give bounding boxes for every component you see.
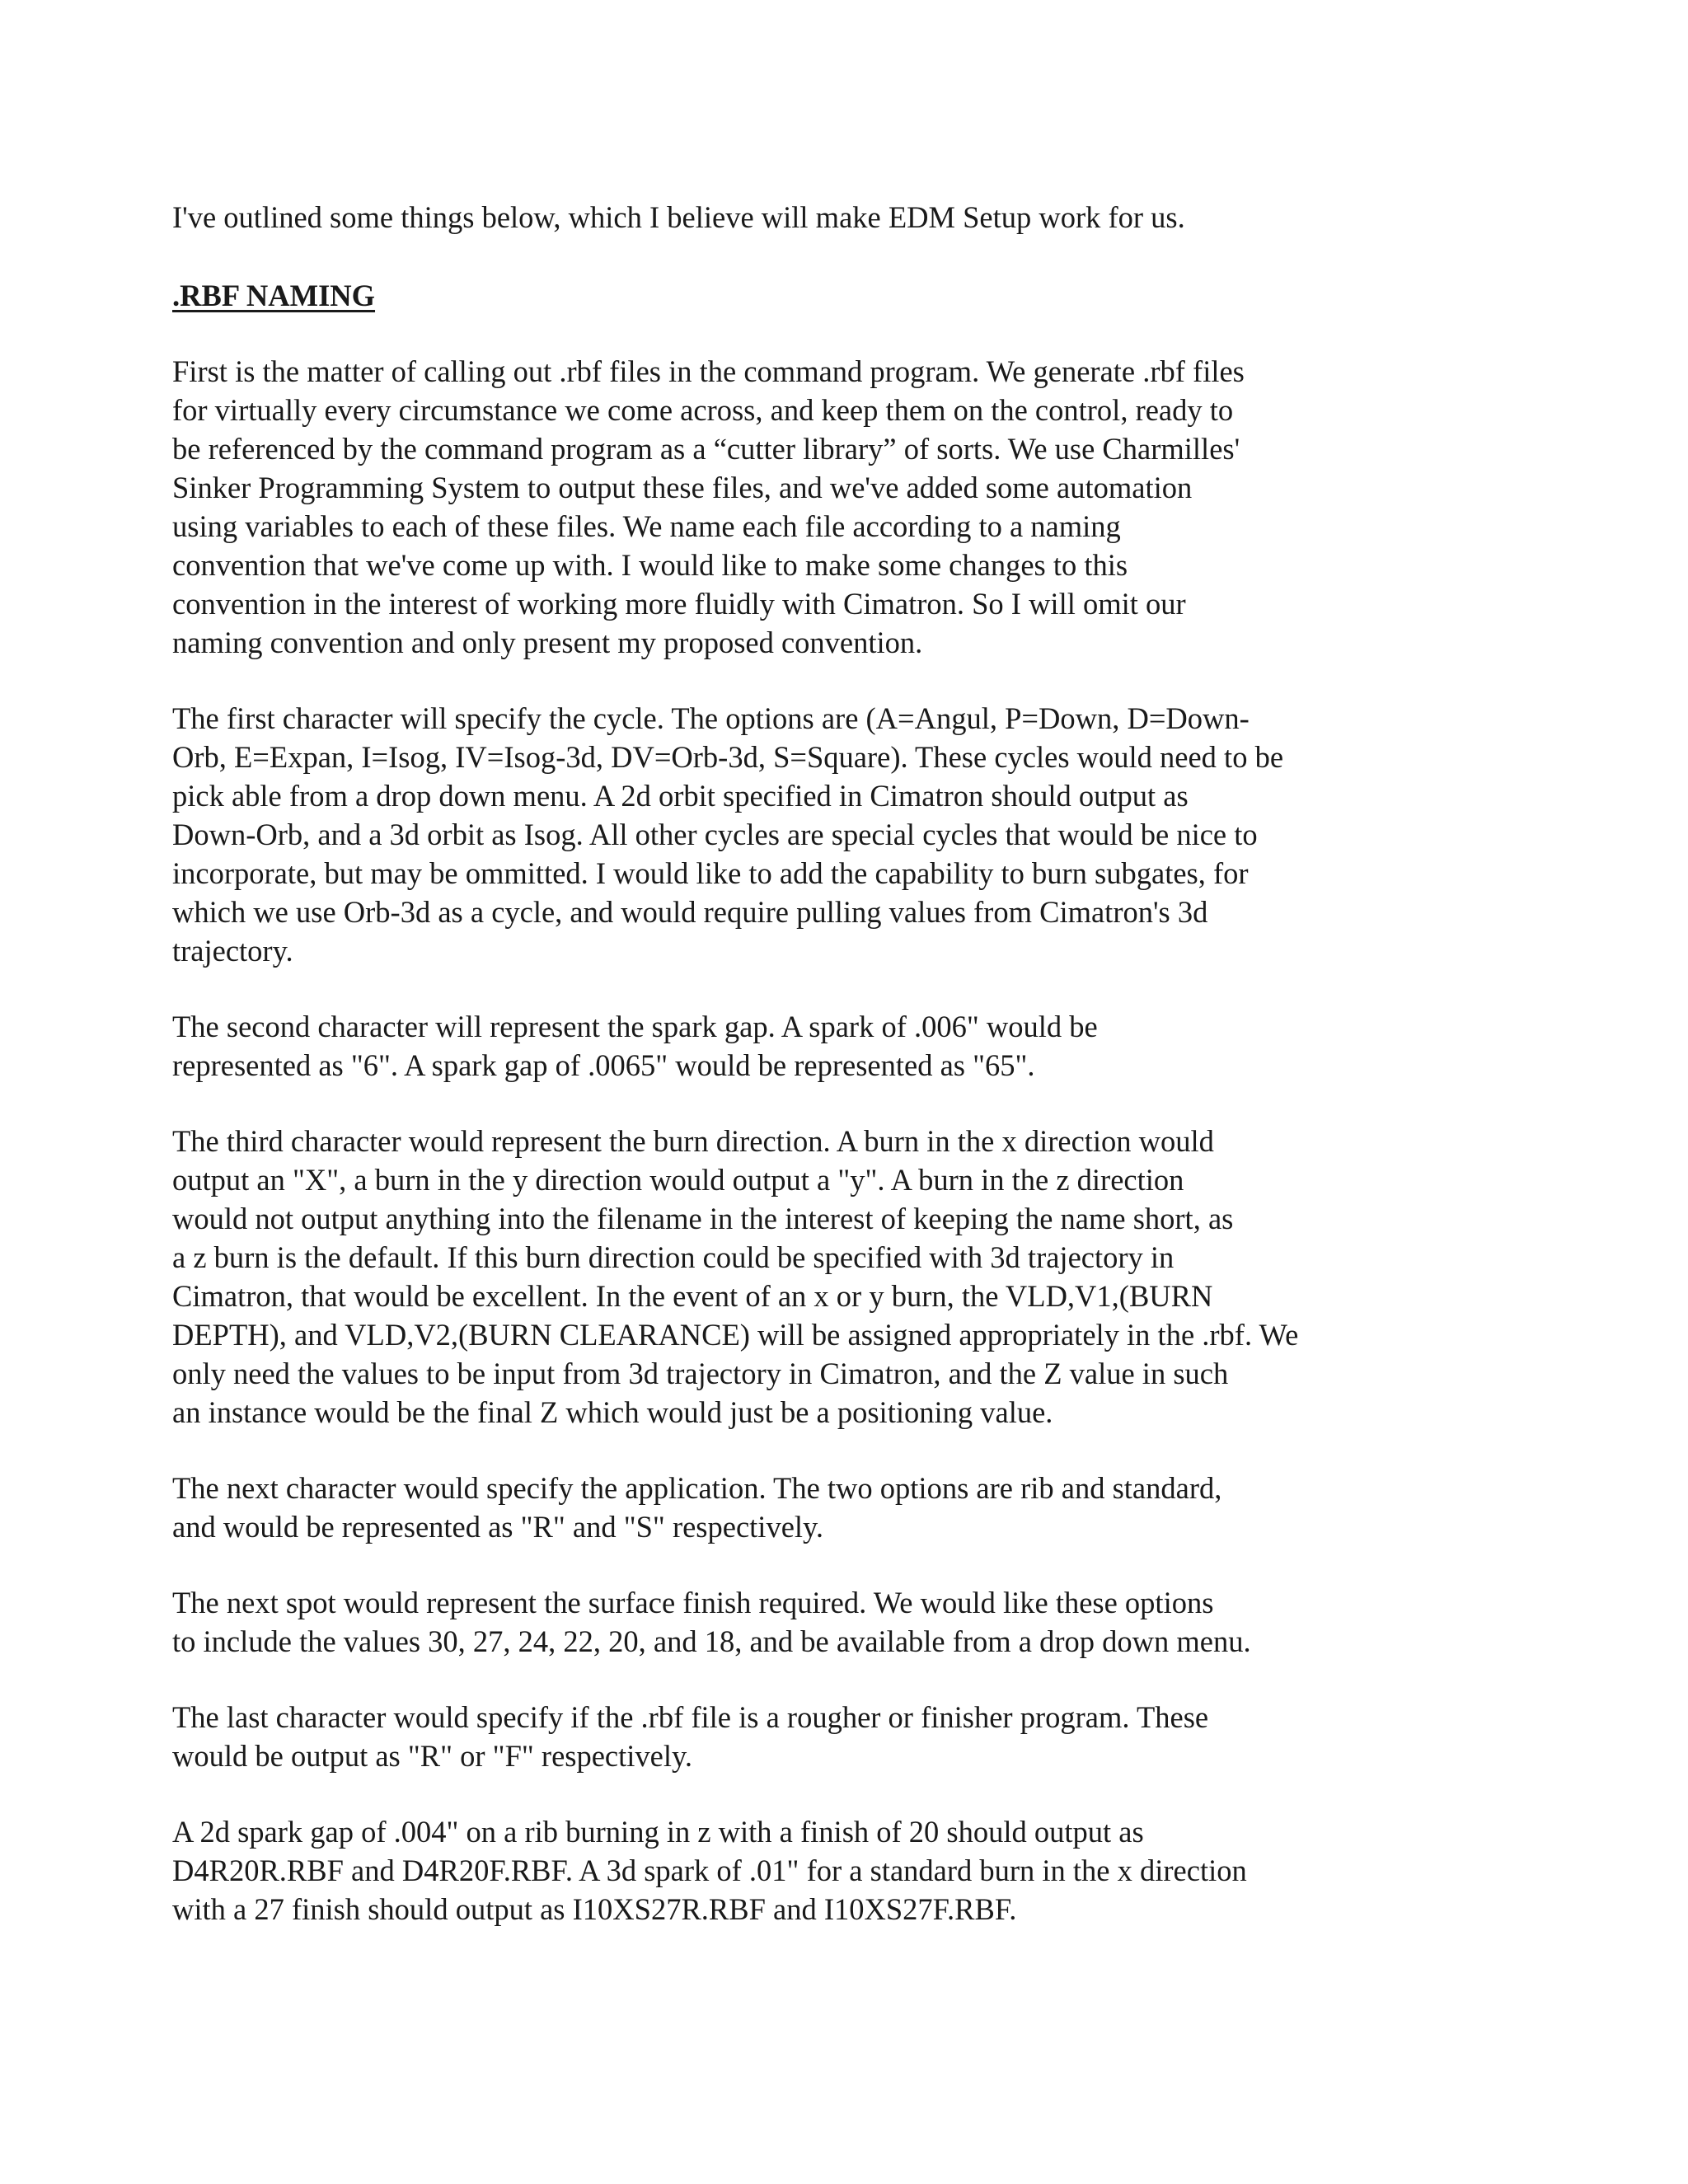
paragraph-line: to include the values 30, 27, 24, 22, 20, and 18, and be available from a drop down menu. [172,1624,1251,1658]
body-paragraph [172,1007,1458,1085]
paragraph-line: a z burn is the default. If this burn direction could be specified with 3d trajectory in [172,1240,1175,1274]
paragraph-line: D4R20R.RBF and D4R20F.RBF. A 3d spark of .01" for a standard burn in the x direction [172,1854,1247,1887]
body-paragraph [172,1812,1458,1929]
paragraph-line: First is the matter of calling out .rbf files in the command program. We generate .rbf files [172,354,1245,388]
section-heading: .RBF NAMING [172,279,376,312]
paragraph-line: convention that we've come up with. I would like to make some changes to this [172,548,1128,582]
paragraph-line: an instance would be the final Z which would just be a positioning value. [172,1395,1053,1429]
paragraph-line: The next character would specify the application. The two options are rib and standard, [172,1471,1222,1505]
paragraph-line: Orb, E=Expan, I=Isog, IV=Isog-3d, DV=Orb-3d, S=Square). These cycles would need to be [172,740,1284,774]
paragraph-line: A 2d spark gap of .004" on a rib burning in z with a finish of 20 should output as [172,1815,1144,1849]
paragraph-line: be referenced by the command program as a “cutter library” of sorts. We use Charmilles' [172,432,1240,466]
paragraph-line: Cimatron, that would be excellent. In the event of an x or y burn, the VLD,V1,(BURN [172,1279,1213,1313]
paragraph-line: The first character will specify the cycle. The options are (A=Angul, P=Down, D=Down- [172,701,1250,735]
paragraph-line: which we use Orb-3d as a cycle, and would require pulling values from Cimatron's 3d [172,895,1208,929]
paragraph-line: The third character would represent the burn direction. A burn in the x direction would [172,1124,1214,1158]
paragraph-line: would not output anything into the filename in the interest of keeping the name short, as [172,1202,1234,1235]
document-body [172,198,1458,1966]
body-paragraph [172,352,1458,662]
paragraph-line: trajectory. [172,934,293,968]
paragraph-line: only need the values to be input from 3d trajectory in Cimatron, and the Z value in such [172,1357,1229,1390]
paragraph-line: The next spot would represent the surface finish required. We would like these options [172,1586,1214,1619]
paragraph-line: using variables to each of these files. We name each file according to a naming [172,509,1121,543]
paragraph-line: The last character would specify if the .rbf file is a rougher or finisher program. These [172,1700,1209,1734]
paragraph-line: Sinker Programming System to output these files, and we've added some automation [172,471,1193,504]
paragraph-line: incorporate, but may be ommitted. I would like to add the capability to burn subgates, for [172,856,1249,890]
paragraph-line: represented as "6". A spark gap of .0065" would be represented as "65". [172,1048,1035,1082]
paragraph-line: Down-Orb, and a 3d orbit as Isog. All other cycles are special cycles that would be nice to [172,818,1258,851]
paragraph-line: output an "X", a burn in the y direction would output a "y". A burn in the z direction [172,1163,1184,1197]
body-paragraph [172,1469,1458,1546]
paragraph-line: convention in the interest of working more fluidly with Cimatron. So I will omit our [172,587,1186,621]
paragraph-line: would be output as "R" or "F" respectively. [172,1739,692,1773]
intro-paragraph: I've outlined some things below, which I believe will make EDM Setup work for us. [172,200,1185,234]
paragraph-line: pick able from a drop down menu. A 2d orbit specified in Cimatron should output as [172,779,1189,813]
paragraph-line: naming convention and only present my proposed convention. [172,626,923,659]
body-paragraph [172,1122,1458,1432]
body-paragraph [172,1698,1458,1775]
paragraph-line: DEPTH), and VLD,V2,(BURN CLEARANCE) will be assigned appropriately in the .rbf. We [172,1318,1299,1352]
body-paragraph [172,1583,1458,1661]
body-paragraph [172,699,1458,970]
paragraph-line: and would be represented as "R" and "S" respectively. [172,1510,824,1544]
paragraph-list [172,352,1458,1929]
paragraph-line: for virtually every circumstance we come across, and keep them on the control, ready to [172,393,1234,427]
paragraph-line: with a 27 finish should output as I10XS27R.RBF and I10XS27F.RBF. [172,1892,1017,1926]
paragraph-line: The second character will represent the spark gap. A spark of .006" would be [172,1010,1098,1043]
